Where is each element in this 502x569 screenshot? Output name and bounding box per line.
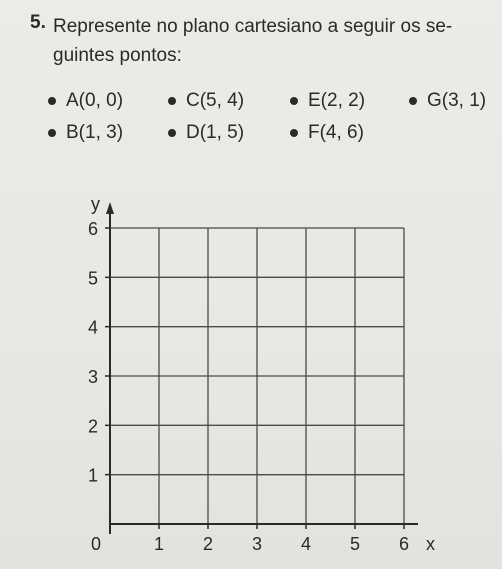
point-label-a: A(0, 0) xyxy=(66,90,124,111)
x-tick-label: 1 xyxy=(153,534,165,554)
point-label-g: G(3, 1) xyxy=(427,90,487,111)
x-tick-label: 3 xyxy=(251,534,263,554)
x-tick-label: 4 xyxy=(300,534,312,554)
x-tick-label: 6 xyxy=(398,534,410,554)
point-label-e: E(2, 2) xyxy=(308,90,366,111)
x-tick-label: 2 xyxy=(202,534,214,554)
point-label-d: D(1, 5) xyxy=(186,122,245,143)
question-number: 5. xyxy=(30,12,46,33)
y-tick-label: 3 xyxy=(87,367,98,387)
y-axis-label: y xyxy=(91,194,100,214)
point-label-b: B(1, 3) xyxy=(66,122,124,143)
x-tick-label: 0 xyxy=(90,534,102,554)
x-tick-label: 5 xyxy=(349,534,361,554)
y-tick-label: 5 xyxy=(87,268,98,289)
y-tick-label: 4 xyxy=(87,317,98,338)
point-label-f: F(4, 6) xyxy=(308,122,364,143)
y-tick-label: 1 xyxy=(87,465,98,486)
point-label-c: C(5, 4) xyxy=(186,90,245,111)
x-axis-label: x xyxy=(426,534,435,554)
y-tick-label: 2 xyxy=(87,416,98,437)
y-axis-arrow-icon xyxy=(106,202,114,214)
y-tick-label: 6 xyxy=(87,219,98,239)
question-text: Represente no plano cartesiano a seguir os se- guintes pontos: xyxy=(53,16,453,66)
